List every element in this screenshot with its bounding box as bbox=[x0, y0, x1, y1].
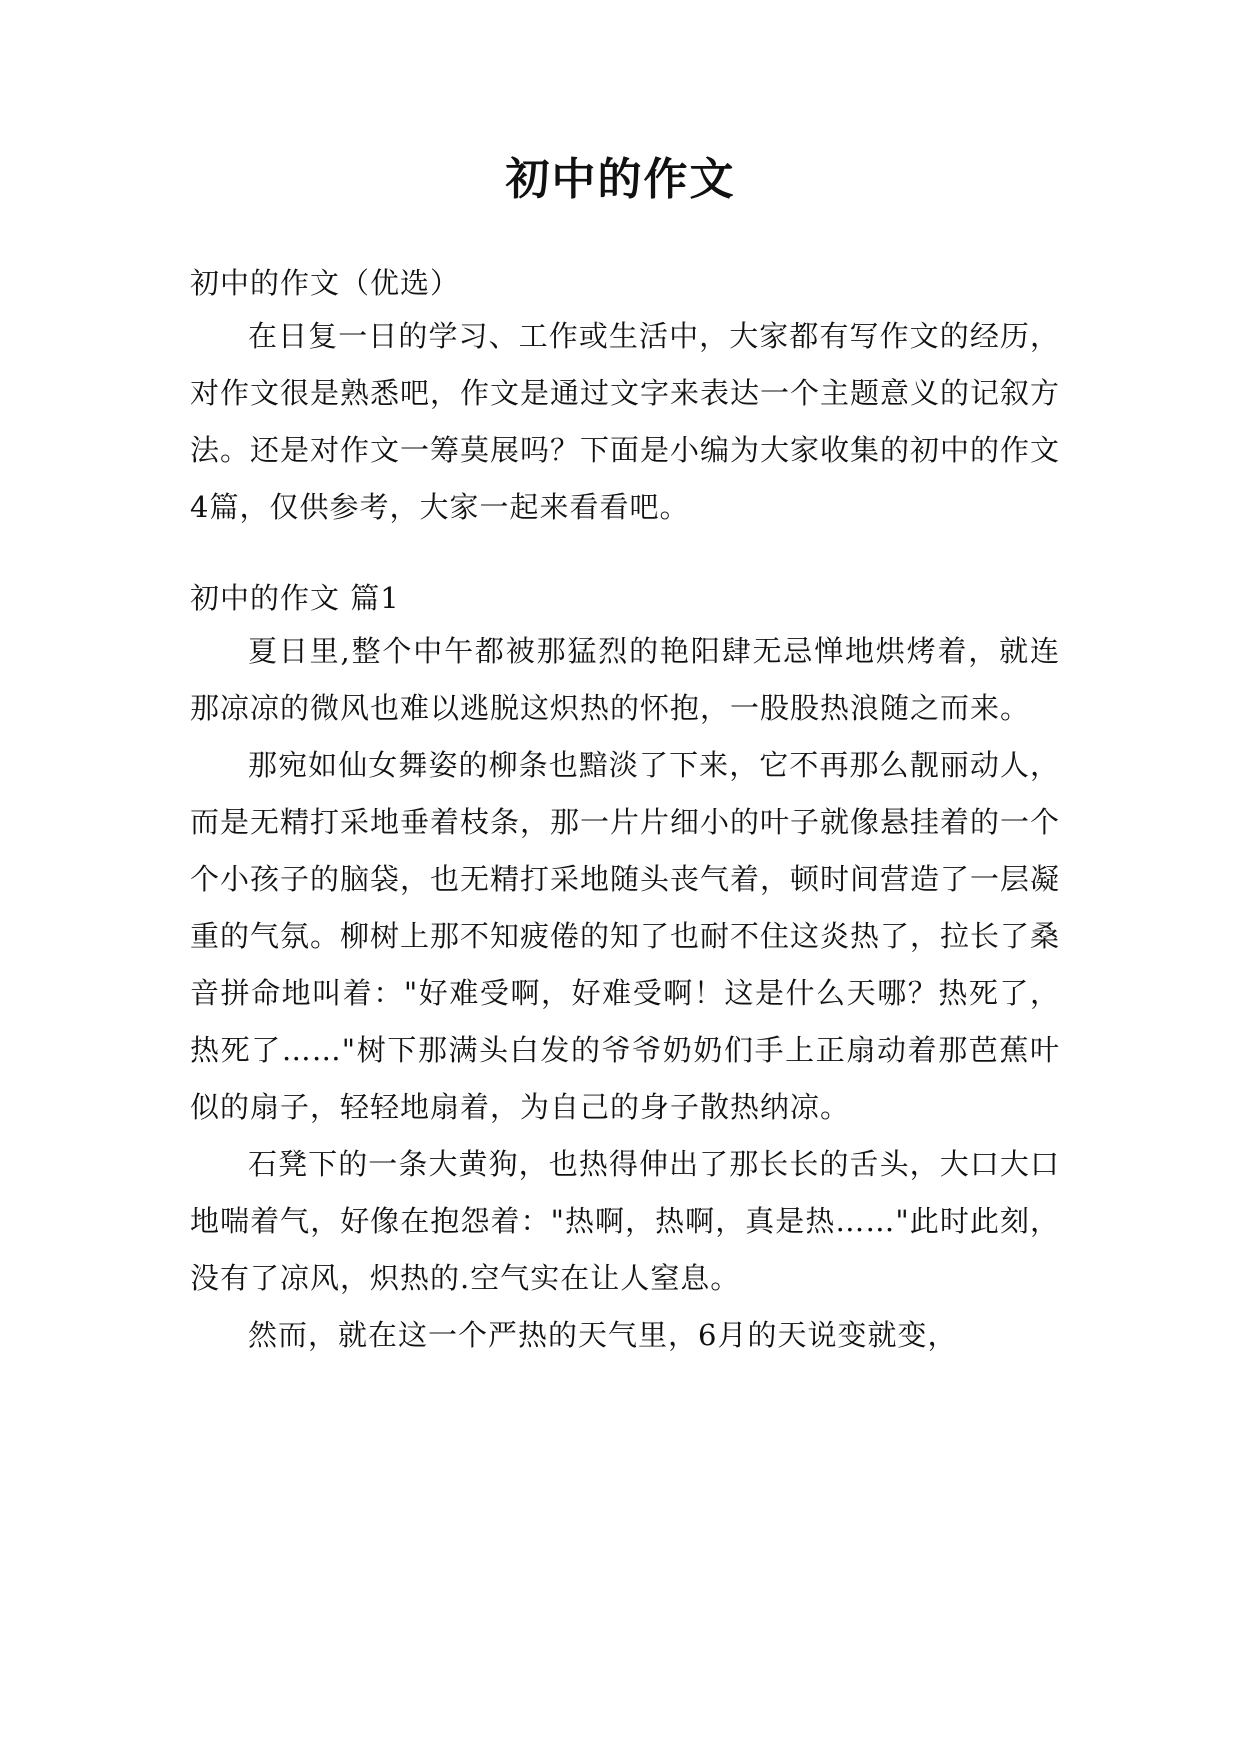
section-1-paragraph: 夏日里,整个中午都被那猛烈的艳阳肆无忌惮地烘烤着，就连那凉凉的微风也难以逃脱这炽热的怀抱，一股股热浪随之而来。 bbox=[190, 634, 1060, 725]
intro-paragraph-block bbox=[190, 308, 1060, 536]
section-1-paragraph: 石凳下的一条大黄狗，也热得伸出了那长长的舌头，大口大口地喘着气，好像在抱怨着："热啊，热啊，真是热……"此时此刻，没有了凉风，炽热的.空气实在让人窒息。 bbox=[190, 1147, 1060, 1295]
intro-paragraph: 在日复一日的学习、工作或生活中，大家都有写作文的经历，对作文很是熟悉吧，作文是通过文字来表达一个主题意义的记叙方法。还是对作文一筹莫展吗？下面是小编为大家收集的初中的作文4篇，仅供参考，大家一起来看看吧。 bbox=[190, 319, 1061, 524]
document-title: 初中的作文 bbox=[505, 154, 736, 205]
section-1-heading: 初中的作文 篇1 bbox=[190, 581, 400, 615]
section-1-body bbox=[190, 623, 1060, 1364]
section-1-paragraph: 然而，就在这一个严热的天气里，6月的天说变就变， bbox=[248, 1318, 958, 1352]
intro-heading: 初中的作文（优选） bbox=[190, 266, 461, 300]
section-1-paragraph: 那宛如仙女舞姿的柳条也黯淡了下来，它不再那么靓丽动人，而是无精打采地垂着枝条，那一片片细小的叶子就像悬挂着的一个个小孩子的脑袋，也无精打采地随头丧气着，顿时间营造了一层凝重的气氛。柳树上那不知疲倦的知了也耐不住这炎热了，拉长了桑音拼命地叫着："好难受啊，好难受啊！这是什么天哪？热死了，热死了……"树下那满头白发的爷爷奶奶们手上正扇动着那芭蕉叶似的扇子，轻轻地扇着，为自己的身子散热纳凉。 bbox=[190, 748, 1061, 1124]
